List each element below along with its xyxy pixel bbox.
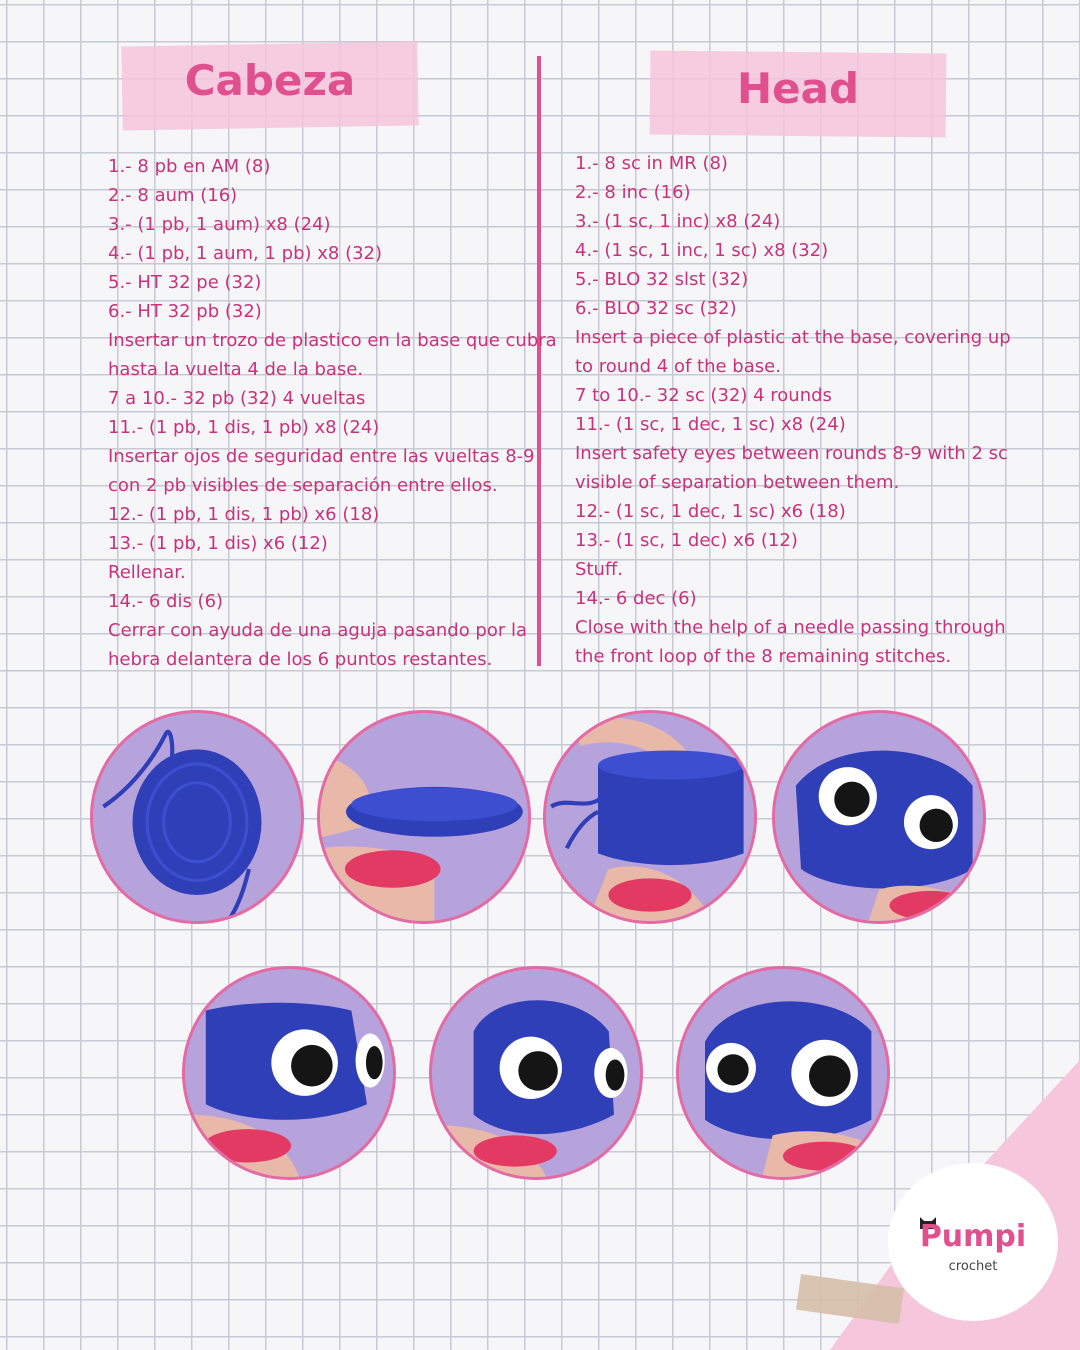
step-line: 13.- (1 pb, 1 dis) x6 (12) (108, 533, 328, 554)
step-line: 7 to 10.- 32 sc (32) 4 rounds (575, 385, 832, 406)
step-line: Insertar ojos de seguridad entre las vueltas 8-9 (108, 446, 535, 467)
step-line: Stuff. (575, 559, 624, 580)
step-line: 3.- (1 pb, 1 aum) x8 (24) (108, 214, 331, 235)
photo-step-eyes (772, 710, 986, 924)
step-line: 12.- (1 sc, 1 dec, 1 sc) x6 (18) (575, 501, 846, 522)
step-line: 6.- BLO 32 sc (32) (575, 298, 737, 319)
step-line: 1.- 8 sc in MR (8) (575, 153, 728, 174)
step-line: 2.- 8 inc (16) (575, 182, 691, 203)
title-spanish: Cabeza (184, 56, 356, 105)
photo-step-closing-1 (182, 966, 396, 1180)
step-line: con 2 pb visibles de separación entre ellos. (108, 475, 498, 496)
photo-step-closing-3 (676, 966, 890, 1180)
step-line: Cerrar con ayuda de una aguja pasando por la (108, 620, 528, 641)
step-line: Close with the help of a needle passing through (575, 617, 1006, 638)
photo-step-walls (543, 710, 757, 924)
photo-step-base (317, 710, 531, 924)
step-line: 12.- (1 pb, 1 dis, 1 pb) x6 (18) (108, 504, 380, 525)
step-line: visible of separation between them. (575, 472, 900, 493)
step-line: 11.- (1 sc, 1 dec, 1 sc) x8 (24) (575, 414, 846, 435)
step-line: 4.- (1 sc, 1 inc, 1 sc) x8 (32) (575, 240, 829, 261)
title-english: Head (736, 64, 860, 113)
step-line: 14.- 6 dec (6) (575, 588, 697, 609)
step-line: the front loop of the 8 remaining stitches. (575, 646, 952, 667)
pattern-steps-spanish (108, 152, 557, 674)
brand-subtitle: crochet (948, 1259, 998, 1274)
step-line: 5.- BLO 32 slst (32) (575, 269, 749, 290)
step-line: 11.- (1 pb, 1 dis, 1 pb) x8 (24) (108, 417, 380, 438)
step-line: hebra delantera de los 6 puntos restantes. (108, 649, 493, 670)
step-line: Rellenar. (108, 562, 186, 583)
step-line: 13.- (1 sc, 1 dec) x6 (12) (575, 530, 798, 551)
step-line: to round 4 of the base. (575, 356, 781, 377)
step-line: Insertar un trozo de plastico en la base que cubra (108, 330, 557, 351)
step-line: 7 a 10.- 32 pb (32) 4 vueltas (108, 388, 366, 409)
step-line: 14.- 6 dis (6) (108, 591, 224, 612)
step-line: 1.- 8 pb en AM (8) (108, 156, 271, 177)
brand-name: Pumpi (919, 1219, 1027, 1254)
step-line: 6.- HT 32 pb (32) (108, 301, 262, 322)
step-line: 2.- 8 aum (16) (108, 185, 238, 206)
pattern-steps-english (575, 149, 1011, 671)
step-line: 5.- HT 32 pe (32) (108, 272, 262, 293)
step-line: 3.- (1 sc, 1 inc) x8 (24) (575, 211, 781, 232)
step-line: hasta la vuelta 4 de la base. (108, 359, 364, 380)
photo-step-flat-circle (90, 710, 304, 924)
step-line: 4.- (1 pb, 1 aum, 1 pb) x8 (32) (108, 243, 383, 264)
step-line: Insert safety eyes between rounds 8-9 with 2 sc (575, 443, 1008, 464)
photo-step-closing-2 (429, 966, 643, 1180)
brand-logo (888, 1163, 1058, 1321)
step-line: Insert a piece of plastic at the base, covering up (575, 327, 1011, 348)
